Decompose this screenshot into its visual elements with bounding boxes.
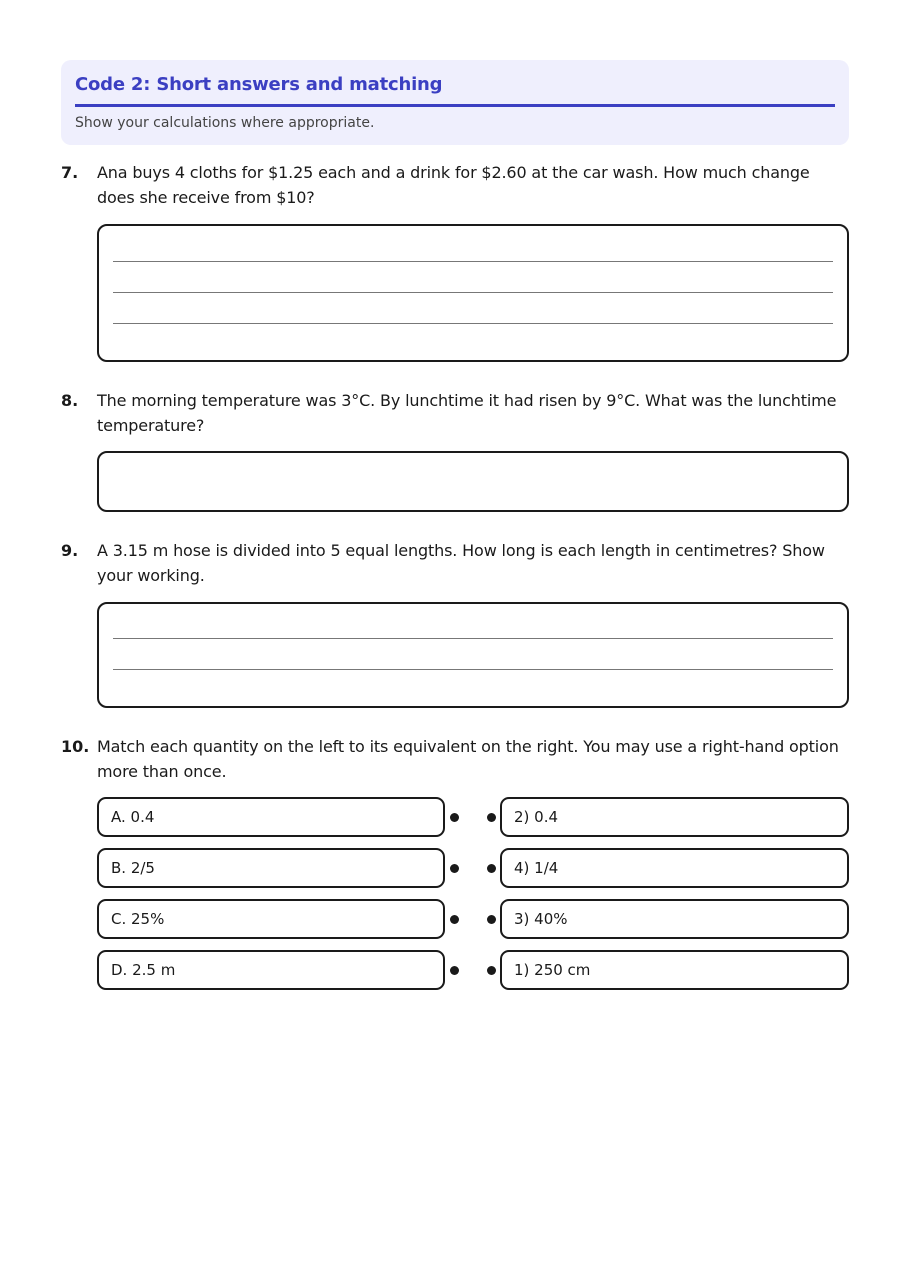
question-number: 7. <box>61 163 79 182</box>
match-connector-dot[interactable] <box>450 864 459 873</box>
question-text: Match each quantity on the left to its equivalent on the right. You may use a right-hand option more than once. <box>97 737 839 781</box>
match-left-item[interactable]: B. 2/5 <box>97 848 445 888</box>
match-connector-dot[interactable] <box>487 864 496 873</box>
match-connector-dot[interactable] <box>450 915 459 924</box>
section-title-rule <box>75 104 835 107</box>
question-number: 10. <box>61 737 90 756</box>
answer-line <box>113 292 833 293</box>
question-text: A 3.15 m hose is divided into 5 equal lengths. How long is each length in centimetres? Show your working. <box>97 541 825 585</box>
section-title: Code 2: Short answers and matching <box>75 74 443 95</box>
match-left-item[interactable]: C. 25% <box>97 899 445 939</box>
answer-box-question-8[interactable] <box>97 451 849 512</box>
answer-line <box>113 669 833 670</box>
match-right-item[interactable]: 1) 250 cm <box>500 950 849 990</box>
question-number: 9. <box>61 541 79 560</box>
match-right-item[interactable]: 2) 0.4 <box>500 797 849 837</box>
match-connector-dot[interactable] <box>450 813 459 822</box>
section-header <box>61 60 849 145</box>
question-text: Ana buys 4 cloths for $1.25 each and a drink for $2.60 at the car wash. How much change does she receive from $10? <box>97 163 810 207</box>
section-instructions: Show your calculations where appropriate. <box>75 115 375 131</box>
match-left-item[interactable]: A. 0.4 <box>97 797 445 837</box>
match-right-item[interactable]: 4) 1/4 <box>500 848 849 888</box>
match-connector-dot[interactable] <box>450 966 459 975</box>
match-connector-dot[interactable] <box>487 966 496 975</box>
answer-line <box>113 323 833 324</box>
answer-box-question-9[interactable] <box>97 602 849 708</box>
question-number: 8. <box>61 391 79 410</box>
match-left-item[interactable]: D. 2.5 m <box>97 950 445 990</box>
answer-box-question-7[interactable] <box>97 224 849 362</box>
answer-line <box>113 638 833 639</box>
match-connector-dot[interactable] <box>487 813 496 822</box>
question-text: The morning temperature was 3°C. By lunchtime it had risen by 9°C. What was the lunchtime temperature? <box>97 391 837 435</box>
match-connector-dot[interactable] <box>487 915 496 924</box>
answer-line <box>113 261 833 262</box>
match-right-item[interactable]: 3) 40% <box>500 899 849 939</box>
